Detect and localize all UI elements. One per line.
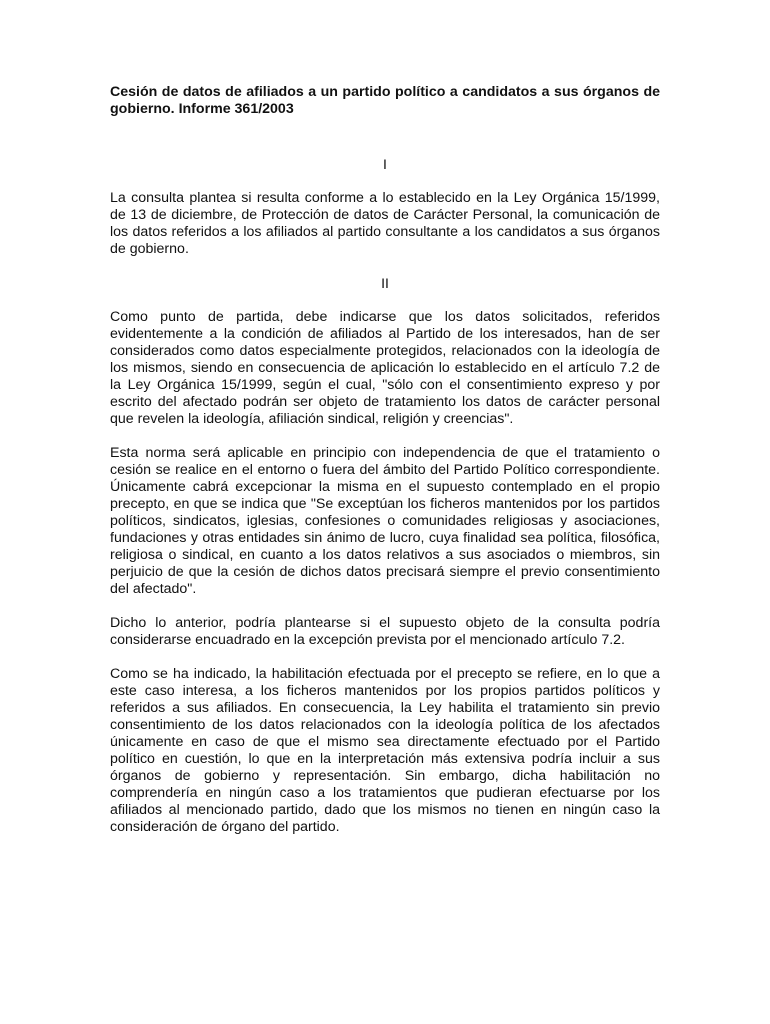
section-numeral-ii: II: [381, 275, 389, 291]
paragraph: Esta norma será aplicable en principio con independencia de que el tratamiento o cesión se realice en el entorno o fuera del ámbito del Partido Político correspondiente. Únicamente cabrá excepcionar la misma en el supuesto contemplado en el propio precepto, en que se indica que "Se exceptúan los ficheros mantenidos por los partidos políticos, sindicatos, iglesias, confesiones o comunidades religiosas y asociaciones, fundaciones y otras entidades sin ánimo de lucro, cuya finalidad sea política, filosófica, religiosa o sindical, en cuanto a los datos relativos a sus asociados o miembros, sin perjuicio de que la cesión de dichos datos precisará siempre el previo consentimiento del afectado".: [110, 445, 660, 597]
paragraph: Dicho lo anterior, podría plantearse si el supuesto objeto de la consulta podría considerarse encuadrado en la excepción prevista por el mencionado artículo 7.2.: [110, 615, 660, 648]
paragraph: Como punto de partida, debe indicarse que los datos solicitados, referidos evidentemente a la condición de afiliados al Partido de los interesados, han de ser considerados como datos especialmente protegidos, relacionados con la ideología de los mismos, siendo en consecuencia de aplicación lo establecido en el artículo 7.2 de la Ley Orgánica 15/1999, según el cual, "sólo con el consentimiento expreso y por escrito del afectado podrán ser objeto de tratamiento los datos de carácter personal que revelen la ideología, afiliación sindical, religión y creencias".: [110, 309, 660, 427]
section-numeral-i: I: [383, 156, 387, 172]
paragraph: Como se ha indicado, la habilitación efectuada por el precepto se refiere, en lo que a este caso interesa, a los ficheros mantenidos por los propios partidos políticos y referidos a sus afiliados. En consecuencia, la Ley habilita el tratamiento sin previo consentimiento de los datos relacionados con la ideología política de los afectados únicamente en caso de que el mismo sea directamente efectuado por el Partido político en cuestión, lo que en la interpretación más extensiva podría incluir a sus órganos de gobierno y representación. Sin embargo, dicha habilitación no comprendería en ningún caso a los tratamientos que pudieran efectuarse por los afiliados al mencionado partido, dado que los mismos no tienen en ningún caso la consideración de órgano del partido.: [110, 666, 660, 835]
document-page: [110, 84, 660, 836]
document-title: Cesión de datos de afiliados a un partido político a candidatos a sus órganos de gobierno. Informe 361/2003: [110, 84, 660, 117]
paragraph: La consulta plantea si resulta conforme a lo establecido en la Ley Orgánica 15/1999, de 13 de diciembre, de Protección de datos de Carácter Personal, la comunicación de los datos referidos a los afiliados al partido consultante a los candidatos a sus órganos de gobierno.: [110, 190, 660, 257]
